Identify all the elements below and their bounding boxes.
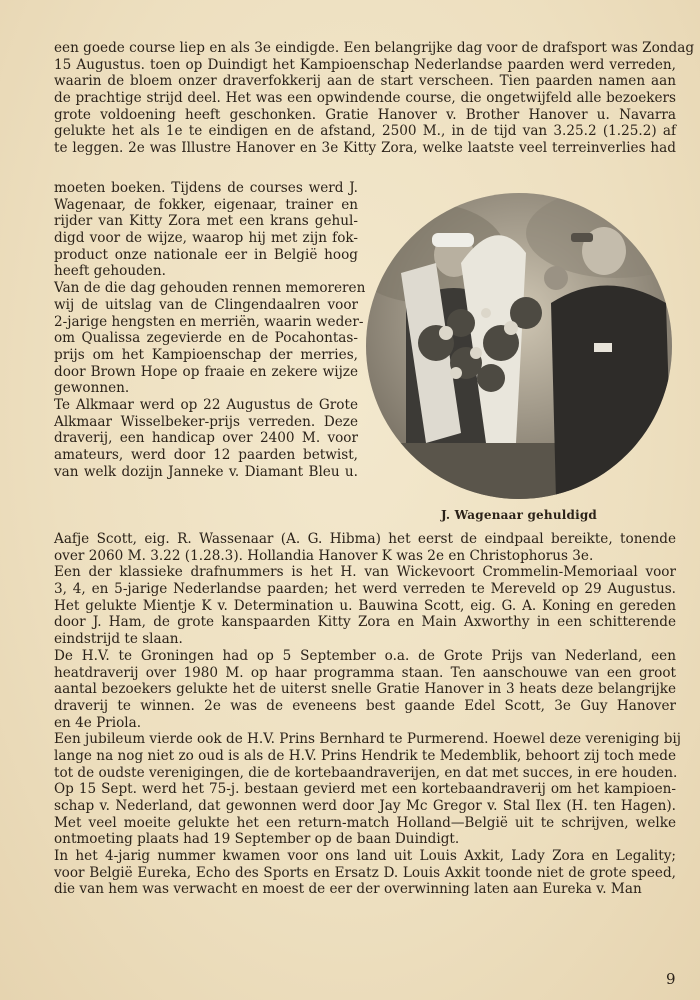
text-line: een goede course liep en als 3e eindigde. Een belangrijke dag voor de drafsport was Zondag (54, 40, 695, 56)
text-line: Een jubileum vierde ook de H.V. Prins Bernhard te Purmerend. Hoewel deze vereniging bij (54, 731, 681, 748)
text-line: tot de oudste verenigingen, die de kortebaandraverijen, en dat met succes, in ere houden. (54, 764, 678, 781)
text-line: ontmoeting plaats had 19 September op de baan Duindigt. (54, 831, 460, 848)
text-line: van welk dozijn Janneke v. Diamant Bleu u. (54, 463, 358, 480)
text-line: aantal bezoekers gelukte het de uiterst snelle Gratie Hanover in 3 heats deze belangrijke (54, 681, 676, 698)
text-block-bottom (54, 531, 681, 898)
text-line: schap v. Nederland, dat gewonnen werd door Jay Mc Gregor v. Stal Ilex (H. ten Hagen). (54, 798, 676, 814)
text-line: die van hem was verwacht en moest de eer der overwinning laten aan Eureka v. Man (54, 881, 642, 898)
text-line: wij de uitslag van de Clingendaalren voor (54, 296, 358, 313)
text-line: grote voldoening heeft geschonken. Gratie Hanover v. Brother Hanover u. Navarra (54, 106, 676, 123)
text-line: Te Alkmaar werd op 22 Augustus de Grote (54, 396, 358, 413)
text-line: en 4e Priola. (54, 714, 142, 731)
text-line: product onze nationale eer in België hoog (54, 246, 358, 263)
photo-caption: J. Wagenaar gehuldigd (440, 508, 598, 522)
text-line: 15 Augustus. toen op Duindigt het Kampioenschap Nederlandse paarden werd verreden, (54, 56, 676, 73)
photo-wagenaar-honored (366, 193, 672, 499)
photo-image (366, 193, 672, 499)
text-line: De H.V. te Groningen had op 5 September o.a. de Grote Prijs van Nederland, een (54, 647, 676, 664)
text-line: moeten boeken. Tijdens de courses werd J. (54, 180, 358, 196)
text-line: Alkmaar Wisselbeker-prijs verreden. Deze (54, 413, 358, 430)
text-line: waarin de bloem onzer draverfokkerij aan de start verscheen. Tien paarden namen aan (54, 73, 676, 90)
text-line: door Brown Hope op fraaie en zekere wijze (54, 363, 358, 380)
text-line: heeft gehouden. (54, 263, 166, 280)
text-line: Een der klassieke drafnummers is het H. van Wickevoort Crommelin-Memoriaal voor (54, 564, 676, 581)
text-line: door J. Ham, de grote kanspaarden Kitty Zora en Main Axworthy in een schitterende (54, 614, 676, 631)
text-line: over 2060 M. 3.22 (1.28.3). Hollandia Hanover K was 2e en Christophorus 3e. (54, 547, 594, 564)
text-line: Op 15 Sept. werd het 75-j. bestaan gevierd met een kortebaandraverij om het kampioen- (54, 781, 676, 798)
text-line: digd voor de wijze, waarop hij met zijn fok- (54, 230, 358, 247)
text-line: 3, 4, en 5-jarige Nederlandse paarden; het werd verreden te Mereveld op 29 Augustus. (54, 581, 676, 598)
text-line: te leggen. 2e was Illustre Hanover en 3e Kitty Zora, welke laatste veel terreinverlies had (54, 140, 676, 157)
text-line: rijder van Kitty Zora met een krans gehul- (54, 213, 358, 230)
text-line: Van de die dag gehouden rennen memoreren (54, 280, 366, 297)
text-line: Aafje Scott, eig. R. Wassenaar (A. G. Hibma) het eerst de eindpaal bereikte, tonende (54, 531, 676, 547)
text-line: om Qualissa zegevierde en de Pocahontas- (54, 330, 358, 347)
text-line: Met veel moeite gelukte het een return-match Holland—België uit te schrijven, welke (54, 814, 676, 831)
text-line: draverij te winnen. 2e was de eveneens best gaande Edel Scott, 3e Guy Hanover (54, 697, 676, 714)
page-number: 9 (666, 970, 676, 988)
text-line: In het 4-jarig nummer kwamen voor ons land uit Louis Axkit, Lady Zora en Legality; (54, 848, 676, 865)
text-line: prijs om het Kampioenschap der merries, (54, 346, 358, 363)
text-line: draverij, een handicap over 2400 M. voor (54, 430, 358, 447)
text-column-left (54, 180, 366, 480)
text-block-top (54, 40, 695, 157)
text-line: 2-jarige hengsten en merriën, waarin weder- (54, 313, 364, 330)
text-line: de prachtige strijd deel. Het was een opwindende course, die ongetwijfeld alle bezoekers (54, 90, 676, 107)
text-line: amateurs, werd door 12 paarden betwist, (54, 447, 358, 463)
text-line: Het gelukte Mientje K v. Determination u. Bauwina Scott, eig. G. A. Koning en gereden (54, 597, 676, 614)
text-line: gelukte het als 1e te eindigen en de afstand, 2500 M., in de tijd van 3.25.2 (1.25.2) af (54, 123, 676, 140)
text-line: lange na nog niet zo oud is als de H.V. Prins Hendrik te Medemblik, behoort zij toch mede (54, 747, 676, 764)
text-line: eindstrijd te slaan. (54, 631, 183, 648)
text-line: Wagenaar, de fokker, eigenaar, trainer en (54, 196, 358, 213)
text-line: voor België Eureka, Echo des Sports en Ersatz D. Louis Axkit toonde niet de grote speed, (54, 864, 676, 881)
text-line: gewonnen. (54, 380, 130, 397)
text-line: heatdraverij over 1980 M. op haar programma staan. Ten aanschouwe van een groot (54, 664, 676, 681)
